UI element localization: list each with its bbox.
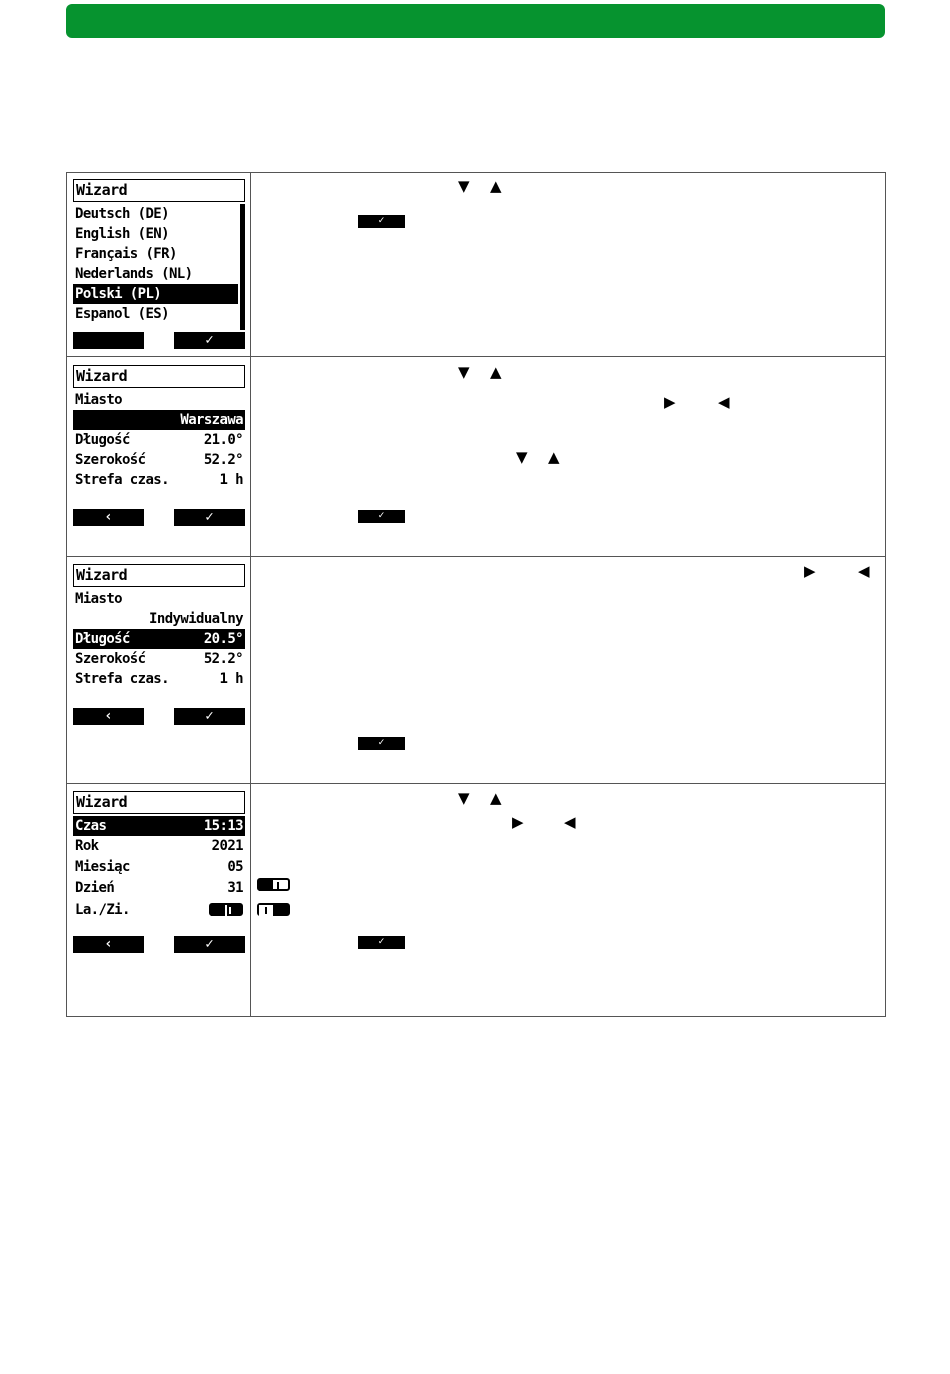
row-value: 2021 xyxy=(211,838,243,854)
screen-cell xyxy=(67,357,251,557)
language-item[interactable]: English (EN) xyxy=(75,226,169,242)
row-value: 1 h xyxy=(219,671,243,687)
up-arrow-icon: ▲ xyxy=(490,177,502,195)
settings-list xyxy=(73,816,245,920)
left-arrow-icon: ◀ xyxy=(858,562,870,580)
setting-row[interactable] xyxy=(73,589,245,609)
setting-row[interactable] xyxy=(73,390,245,410)
setting-row[interactable] xyxy=(73,899,245,920)
screen-title: Wizard xyxy=(73,564,245,587)
row-label: Dzień xyxy=(75,880,115,896)
setting-row-selected[interactable] xyxy=(73,629,245,649)
language-item-selected[interactable]: Polski (PL) xyxy=(73,284,238,304)
softkeys xyxy=(73,332,245,349)
language-item[interactable]: Nederlands (NL) xyxy=(75,266,193,282)
back-chevron-icon[interactable]: ‹ xyxy=(73,708,144,725)
right-arrow-icon: ▶ xyxy=(804,562,816,580)
settings-list xyxy=(73,589,245,689)
ok-key-icon: ✓ xyxy=(358,936,405,949)
setting-row[interactable] xyxy=(73,609,245,629)
row-label: Szerokość xyxy=(75,452,146,468)
instruction-cell xyxy=(251,784,886,1017)
row-value: 15:13 xyxy=(203,818,243,834)
right-arrow-icon: ▶ xyxy=(664,393,676,411)
row-label: Rok xyxy=(75,838,99,854)
down-arrow-icon: ▼ xyxy=(458,789,470,807)
screen-cell xyxy=(67,173,251,357)
down-arrow-icon: ▼ xyxy=(458,363,470,381)
row-value: 1 h xyxy=(219,472,243,488)
up-arrow-icon: ▲ xyxy=(490,363,502,381)
softkeys xyxy=(73,936,245,953)
device-screen xyxy=(73,791,245,952)
language-item[interactable]: Français (FR) xyxy=(75,246,177,262)
screen-title: Wizard xyxy=(73,179,245,202)
softkeys xyxy=(73,509,245,526)
setting-row[interactable] xyxy=(73,649,245,669)
row-label: Szerokość xyxy=(75,651,146,667)
ok-key-icon: ✓ xyxy=(358,510,405,523)
setting-row[interactable] xyxy=(73,430,245,450)
down-arrow-icon: ▼ xyxy=(458,177,470,195)
screen-title: Wizard xyxy=(73,365,245,388)
back-chevron-icon[interactable]: ‹ xyxy=(73,509,144,526)
row-value: 05 xyxy=(227,859,243,875)
setting-row[interactable] xyxy=(73,836,245,857)
screen-title: Wizard xyxy=(73,791,245,814)
setting-row-selected[interactable] xyxy=(73,816,245,836)
right-arrow-icon: ▶ xyxy=(512,813,524,831)
step-row-datetime xyxy=(67,784,886,1017)
winter-time-toggle-icon xyxy=(257,903,290,916)
row-label: Długość xyxy=(75,631,130,647)
row-label: Miasto xyxy=(75,392,122,408)
screen-cell xyxy=(67,784,251,1017)
confirm-check-icon[interactable]: ✓ xyxy=(174,509,245,526)
row-label: Długość xyxy=(75,432,130,448)
up-arrow-icon: ▲ xyxy=(490,789,502,807)
setting-row[interactable] xyxy=(73,450,245,470)
row-label: Strefa czas. xyxy=(75,671,169,687)
row-value: 52.2° xyxy=(203,452,243,468)
device-screen xyxy=(73,179,245,348)
step-row-language xyxy=(67,173,886,357)
scrollbar[interactable] xyxy=(240,204,245,330)
confirm-check-icon[interactable]: ✓ xyxy=(174,936,245,953)
setting-row[interactable] xyxy=(73,857,245,878)
setting-row-selected[interactable] xyxy=(73,410,245,430)
row-label: Strefa czas. xyxy=(75,472,169,488)
language-item[interactable]: Deutsch (DE) xyxy=(75,206,169,222)
softkey-left[interactable] xyxy=(73,332,144,349)
instruction-cell xyxy=(251,173,886,357)
row-label: Czas xyxy=(75,818,107,834)
header-bar xyxy=(66,4,885,38)
up-arrow-icon: ▲ xyxy=(548,448,560,466)
instruction-cell xyxy=(251,557,886,784)
confirm-check-icon[interactable]: ✓ xyxy=(174,708,245,725)
device-screen xyxy=(73,564,245,724)
row-value: 31 xyxy=(227,880,243,896)
row-label: Miasto xyxy=(75,591,122,607)
language-list xyxy=(73,204,245,324)
row-value: 20.5° xyxy=(203,631,243,647)
language-item[interactable]: Espanol (ES) xyxy=(75,306,169,322)
setting-row[interactable] xyxy=(73,669,245,689)
row-label: Miesiąc xyxy=(75,859,130,875)
ok-key-icon: ✓ xyxy=(358,215,405,228)
back-chevron-icon[interactable]: ‹ xyxy=(73,936,144,953)
ok-key-icon: ✓ xyxy=(358,737,405,750)
row-value: Indywidualny xyxy=(149,611,243,627)
confirm-check-icon[interactable]: ✓ xyxy=(174,332,245,349)
setting-row[interactable] xyxy=(73,878,245,899)
device-screen xyxy=(73,365,245,525)
down-arrow-icon: ▼ xyxy=(516,448,528,466)
instruction-cell xyxy=(251,357,886,557)
row-label: La./Zi. xyxy=(75,901,130,918)
settings-list xyxy=(73,390,245,490)
row-value: Warszawa xyxy=(180,412,243,428)
step-row-coordinates xyxy=(67,557,886,784)
step-row-city xyxy=(67,357,886,557)
setting-row[interactable] xyxy=(73,470,245,490)
dst-toggle-icon[interactable] xyxy=(209,903,243,916)
wizard-steps-table xyxy=(66,172,886,1017)
left-arrow-icon: ◀ xyxy=(564,813,576,831)
left-arrow-icon: ◀ xyxy=(718,393,730,411)
summer-time-toggle-icon xyxy=(257,878,290,891)
row-value: 21.0° xyxy=(203,432,243,448)
screen-cell xyxy=(67,557,251,784)
softkeys xyxy=(73,708,245,725)
row-value: 52.2° xyxy=(203,651,243,667)
